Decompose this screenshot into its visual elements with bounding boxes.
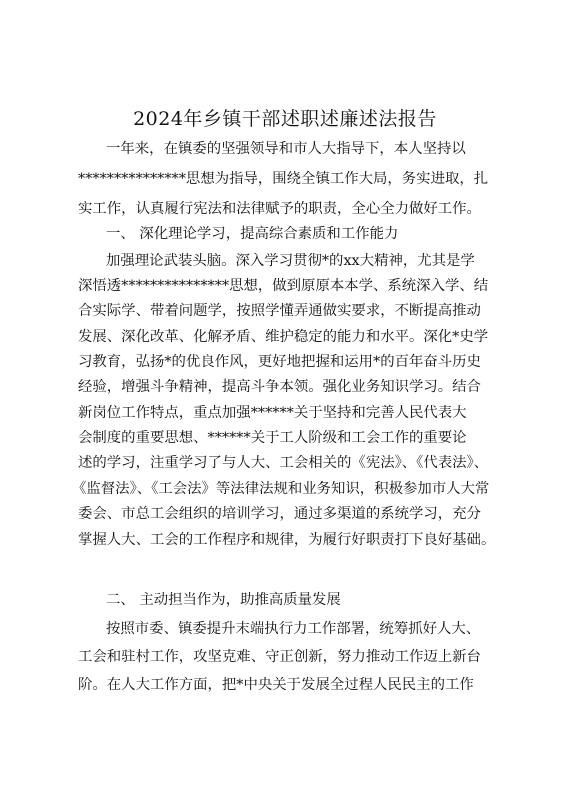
- paragraph-line: ***************思想为指导，围绕全镇工作大局，务实进取，扎: [78, 171, 489, 187]
- document-title: 2024年乡镇干部述职述廉述法报告: [133, 108, 437, 130]
- paragraph-line: 深悟透***************思想，做到原原本本学、系统深入学、结: [78, 278, 489, 294]
- paragraph-line: 会制度的重要思想、******关于工人阶级和工会工作的重要论: [78, 430, 467, 446]
- paragraph-line: 委会、市总工会组织的培训学习，通过多渠道的系统学习，充分: [78, 506, 481, 522]
- paragraph-line: 经验，增强斗争精神，提高斗争本领。强化业务知识学习。结合: [78, 379, 481, 395]
- paragraph-line: 《监督法》、《工会法》等法律法规和业务知识，积极参加市人大常: [72, 481, 490, 497]
- section-heading: 一、 深化理论学习，提高综合素质和工作能力: [106, 226, 399, 242]
- paragraph-line: 加强理论武装头脑。深入学习贯彻*的xx大精神，尤其是学: [106, 253, 475, 269]
- paragraph-line: 阶。在人大工作方面，把*中央关于发展全过程人民民主的工作: [78, 677, 474, 693]
- paragraph-line: 工会和驻村工作，攻坚克难、守正创新，努力推动工作迈上新台: [78, 649, 481, 665]
- paragraph-line: 合实际学、带着问题学，按照学懂弄通做实要求，不断提高推动: [78, 303, 481, 319]
- paragraph-line: 习教育，弘扬*的优良作风，更好地把握和运用*的百年奋斗历史: [78, 354, 481, 370]
- paragraph-line: 发展、深化改革、化解矛盾、维护稳定的能力和水平。深化*史学: [78, 329, 489, 345]
- paragraph-line: 按照市委、镇委提升末端执行力工作部署，统筹抓好人大、: [106, 621, 481, 637]
- paragraph-line: 新岗位工作特点，重点加强******关于坚持和完善人民代表大: [78, 405, 467, 421]
- paragraph-line: 一年来，在镇委的坚强领导和市人大指导下，本人坚持以: [106, 141, 466, 157]
- section-heading: 二、 主动担当作为，助推高质量发展: [106, 592, 341, 608]
- paragraph-line: 述的学习，注重学习了与人大、工会相关的《宪法》、《代表法》、: [78, 455, 489, 471]
- paragraph-line: 实工作，认真履行宪法和法律赋予的职责，全心全力做好工作。: [78, 201, 481, 217]
- paragraph-line: 掌握人大、工会的工作程序和规律，为履行好职责打下良好基础。: [78, 532, 496, 548]
